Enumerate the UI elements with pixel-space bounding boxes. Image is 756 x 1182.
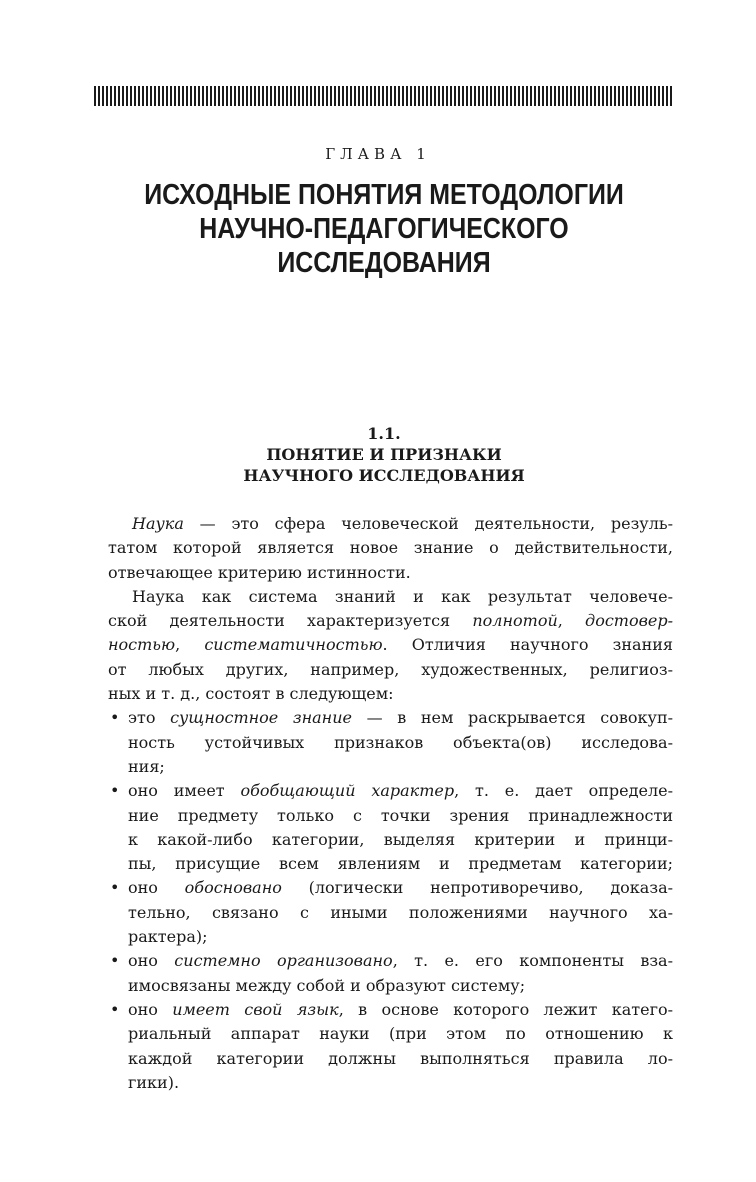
bullet-icon: • xyxy=(110,878,120,898)
list-item: • оно имеет обобщающий характер, т. е. дает определе- xyxy=(108,779,673,803)
paragraph-line: Наука — это сфера человеческой деятельности, резуль- xyxy=(132,514,673,533)
decorative-rule xyxy=(94,86,674,106)
chapter-title-line: НАУЧНО-ПЕДАГОГИЧЕСКОГО xyxy=(199,213,569,245)
list-item: • это сущностное знание — в нем раскрывается совокуп- xyxy=(108,706,673,730)
list-item-line: ние предмету только с точки зрения принадлежности xyxy=(128,805,673,825)
bullet-icon: • xyxy=(110,999,120,1019)
paragraph-line: от любых других, например, художественных, религиоз- xyxy=(108,659,673,679)
list-item-line: каждой категории должны выполняться правила ло- xyxy=(128,1048,673,1068)
chapter-label: ГЛАВА 1 xyxy=(325,145,431,163)
paragraph-line: ской деятельности характеризуется полнотой, достовер- xyxy=(108,611,674,631)
section-heading xyxy=(100,423,668,486)
section-title-line: НАУЧНОГО ИССЛЕДОВАНИЯ xyxy=(243,466,525,485)
chapter-title-line: ИСХОДНЫЕ ПОНЯТИЯ МЕТОДОЛОГИИ xyxy=(144,179,624,211)
bullet-icon: • xyxy=(110,951,120,971)
list-item-line: к какой-либо категории, выделяя критерии и принци- xyxy=(128,829,673,849)
chapter-title xyxy=(123,178,646,280)
list-item-line: имосвязаны между собой и образуют систему; xyxy=(128,975,526,995)
list-item: • оно системно организовано, т. е. его компоненты вза- xyxy=(108,949,673,973)
list-item-line: ния; xyxy=(128,756,165,776)
body-text xyxy=(108,512,673,1095)
list-item-line: пы, присущие всем явлениям и предметам категории; xyxy=(128,854,673,874)
bullet-icon: • xyxy=(110,708,120,728)
paragraph-line: татом которой является новое знание о действительности, xyxy=(108,538,673,558)
paragraph-line: отвечающее критерию истинности. xyxy=(108,562,411,582)
list-item-line: ность устойчивых признаков объекта(ов) исследова- xyxy=(128,732,673,752)
list-item-line: рактера); xyxy=(128,927,208,947)
list-item-line: риальный аппарат науки (при этом по отношению к xyxy=(128,1024,673,1044)
paragraph-line: Наука как система знаний и как результат человече- xyxy=(132,586,673,606)
list-item-line: гики). xyxy=(128,1072,180,1092)
paragraph-line: ностью, систематичностью. Отличия научного знания xyxy=(108,635,673,655)
list-item: • оно обосновано (логически непротиворечиво, доказа- xyxy=(108,876,673,900)
term-nauka: Наука xyxy=(132,514,184,533)
bullet-icon: • xyxy=(110,781,120,801)
section-number: 1.1. xyxy=(367,424,401,443)
list-item-line: тельно, связано с иными положениями научного ха- xyxy=(128,902,673,922)
list-item: • оно имеет свой язык, в основе которого лежит катего- xyxy=(108,998,673,1022)
section-title-line: ПОНЯТИЕ И ПРИЗНАКИ xyxy=(266,445,502,464)
paragraph-line: ных и т. д., состоят в следующем: xyxy=(108,684,394,704)
chapter-title-line: ИССЛЕДОВАНИЯ xyxy=(277,247,491,279)
